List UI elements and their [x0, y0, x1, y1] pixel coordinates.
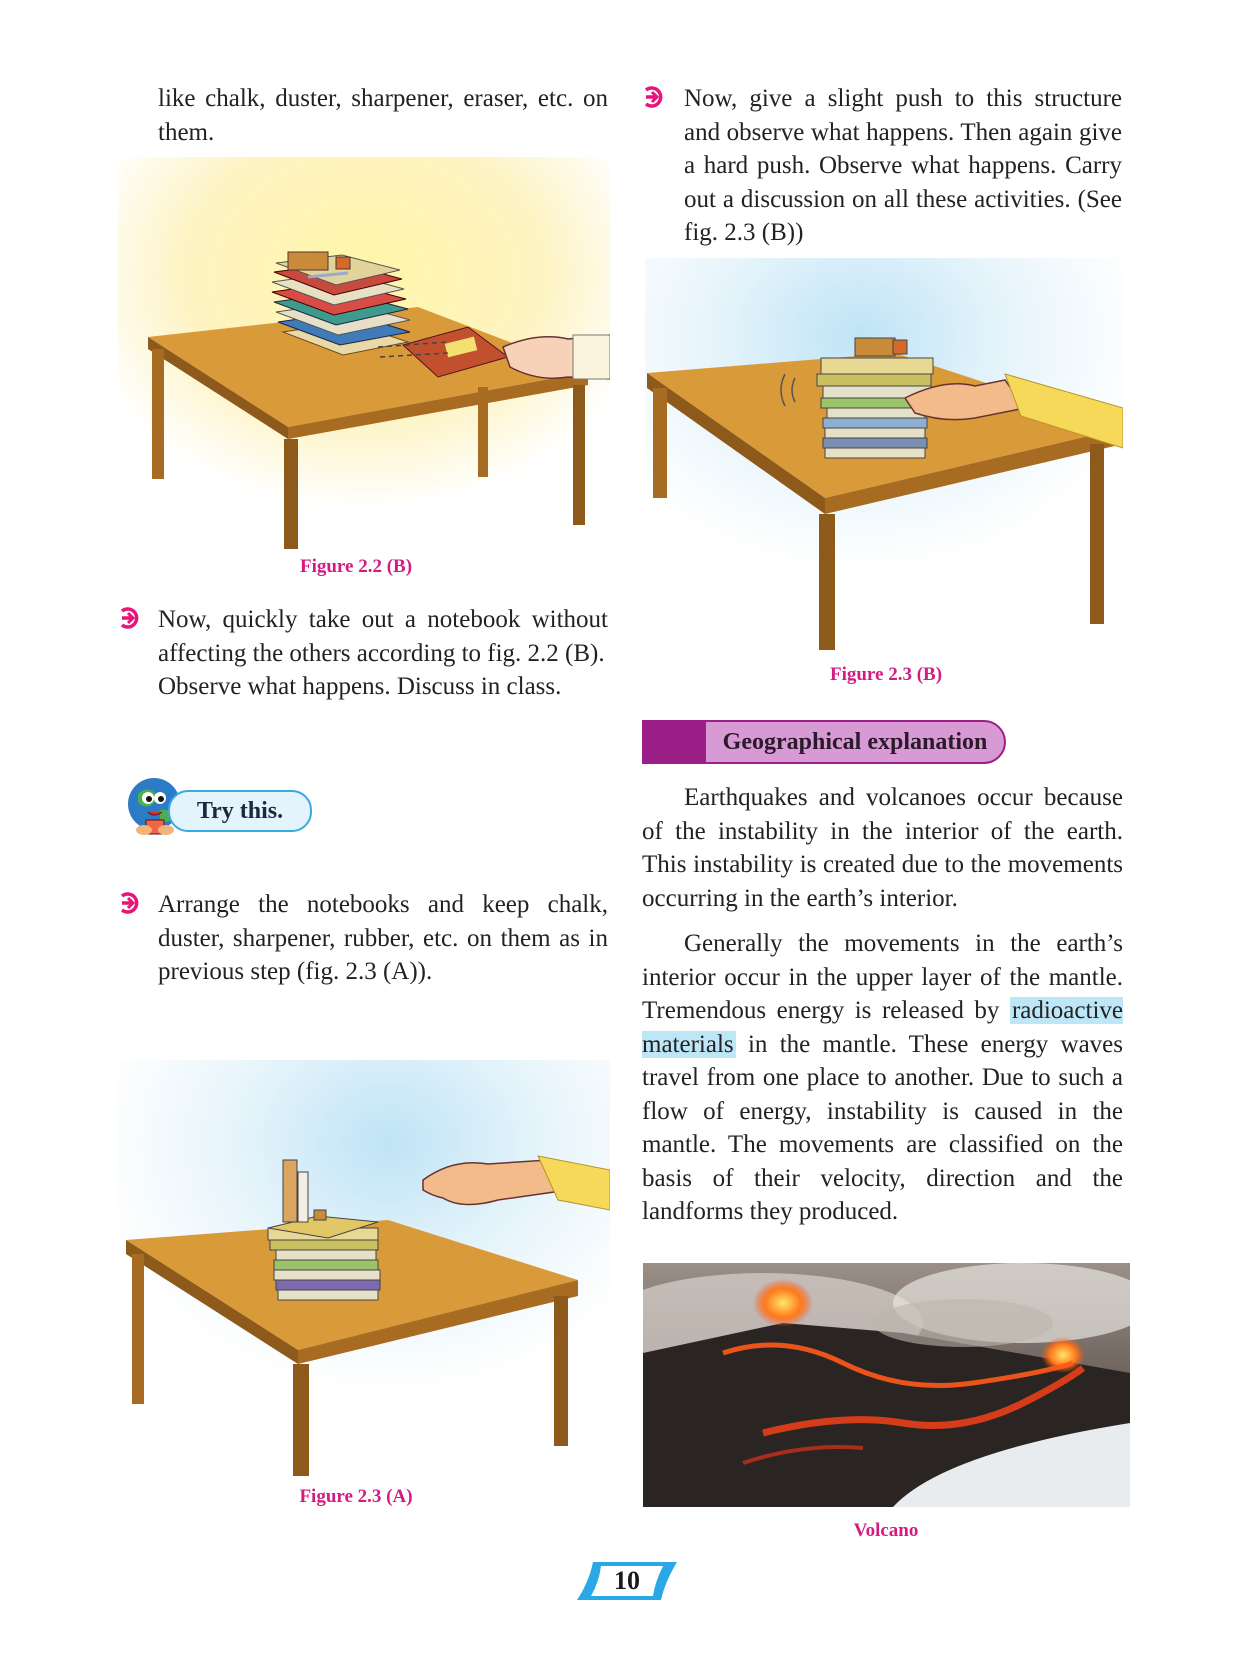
intro-text: like chalk, duster, sharpener, eraser, etc. on them. — [158, 85, 608, 146]
section-heading-label: Geographical explanation — [704, 720, 1006, 764]
paragraph-2-start: Generally the movements in the earth’s interior occur in the upper layer of the mantle. Tremendous energy is released by — [642, 930, 1123, 1024]
page-number-badge — [573, 1560, 681, 1602]
figure-2-3b-caption: Figure 2.3 (B) — [829, 664, 943, 685]
arrow-bullet-icon — [118, 892, 140, 914]
bullet-followup-text: Observe what happens. Discuss in class. — [158, 673, 562, 700]
bullet-text: Arrange the notebooks and keep chalk, duster, sharpener, rubber, etc. on them as in previous step (fig. 2.3 (A)). — [158, 891, 608, 985]
try-this-box: Try this. — [168, 790, 312, 832]
paragraph-1: Earthquakes and volcanoes occur because of the instability in the interior of the earth. This instability is created due to the movements occurring in the earth’s interior. — [642, 784, 1123, 912]
arrow-bullet-icon — [118, 607, 140, 629]
arrow-bullet-icon — [642, 86, 664, 108]
figure-2-3a-caption: Figure 2.3 (A) — [299, 1486, 413, 1507]
paragraph-2-end: in the mantle. These energy waves travel from one place to another. Due to such a flow of energy, instability is caused in the mantle. The movements are classified on the basis of their velocity, direction and the landforms they produced. — [642, 1030, 1124, 1225]
volcano-caption: Volcano — [853, 1520, 919, 1541]
figure-2-3a-illustration — [118, 1060, 610, 1476]
figure-2-3b-illustration — [645, 258, 1123, 650]
paragraph-2 — [642, 927, 1123, 1229]
bullet-item — [642, 82, 1122, 250]
bullet-item — [118, 888, 608, 989]
figure-2-2b-illustration — [118, 157, 610, 549]
figure-2-2b-caption: Figure 2.2 (B) — [299, 556, 413, 577]
section-heading — [642, 720, 1007, 764]
volcano-photo — [643, 1263, 1130, 1507]
bullet-text: Now, quickly take out a notebook without affecting the others according to fig. 2.2 (B). — [158, 606, 608, 667]
section-heading-marker — [642, 720, 706, 764]
page-number: 10 — [614, 1566, 640, 1595]
bullet-text: Now, give a slight push to this structure and observe what happens. Then again give a hard push. Observe what happens. Carry out a discussion on all these activities. (See fig. 2.3 (B)) — [684, 85, 1122, 246]
highlighted-term: radioactive materials — [642, 997, 1123, 1058]
bullet-item — [118, 603, 608, 704]
